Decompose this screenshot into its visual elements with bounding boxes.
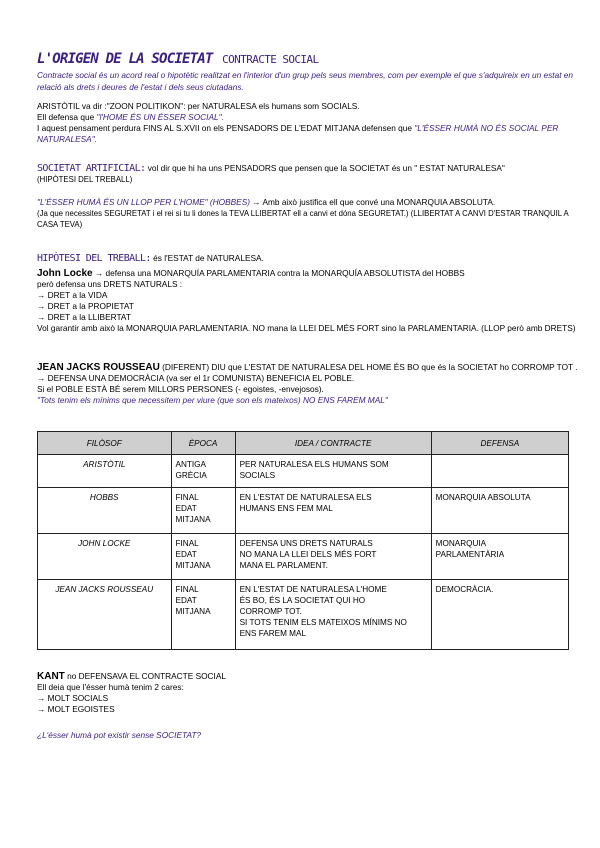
- defense-line: PARLAMENTÀRIA: [435, 550, 505, 559]
- table-row: [38, 534, 569, 580]
- epoch-line: EDAT: [175, 596, 197, 605]
- rousseau-quote: "Tots tenim els mínims que necessitem per viure (que son els mateixos) NO ENS FAREM MAL": [37, 395, 388, 405]
- epoch-line: ANTIGA: [175, 460, 206, 469]
- kant-line-1: [37, 671, 582, 682]
- kant-line-2: Ell deia que l'ésser humà tenim 2 cares:: [37, 682, 184, 692]
- rousseau-name: JEAN JACKS ROUSSEAU: [37, 362, 160, 373]
- idea-line: EN L'ESTAT DE NATURALESA ELS: [239, 493, 372, 502]
- defense-line: MONARQUIA ABSOLUTA: [435, 493, 531, 502]
- aristotil-section: [37, 101, 582, 145]
- title-sub: CONTRACTE SOCIAL: [222, 53, 319, 66]
- cell-idea: [235, 488, 431, 534]
- hobbes-rest: → Amb això justifica ell que convé una MONARQUIA ABSOLUTA.: [250, 197, 496, 207]
- defense-line: MONARQUIA: [435, 539, 487, 548]
- cell-idea: [235, 534, 431, 580]
- aristotil-line-3: [37, 123, 582, 145]
- idea-line: EN L'ESTAT DE NATURALESA L'HOME: [239, 585, 387, 594]
- epoch-line: MITJANA: [175, 607, 211, 616]
- idea-line: MANA EL PARLAMENT.: [239, 561, 328, 570]
- aristotil-line-2: [37, 112, 582, 123]
- epoch-line: EDAT: [175, 550, 197, 559]
- cell-philosopher: HOBBS: [38, 488, 172, 534]
- epoch-line: GRÈCIA: [175, 471, 207, 480]
- table-row: [38, 488, 569, 534]
- cell-philosopher: JOHN LOCKE: [38, 534, 172, 580]
- idea-line: NO MANA LA LLEI DELS MÉS FORT: [239, 550, 377, 559]
- idea-line: PER NATURALESA ELS HUMANS SOM: [239, 460, 389, 469]
- table-header-row: [38, 432, 569, 455]
- kant-section: [37, 671, 582, 715]
- locke-right-liberty: → DRET a la LLIBERTAT: [37, 312, 131, 322]
- philosophers-table: [37, 431, 569, 650]
- hipotesi-section: [37, 253, 582, 264]
- aristotil-l3-quote: "L'ÉSSER HUMÀ NO ÉS SOCIAL PER NATURALESA".: [37, 123, 559, 144]
- epoch-line: MITJANA: [175, 515, 211, 524]
- table-row: [38, 455, 569, 488]
- cell-defense: [431, 580, 568, 650]
- kant-name: KANT: [37, 671, 65, 682]
- aristotil-l2-pre: Ell defensa que: [37, 112, 97, 122]
- page-title: [37, 48, 318, 67]
- kant-face-egoist: → MOLT EGOISTES: [37, 704, 115, 714]
- idea-line: DEFENSA UNS DRETS NATURALS: [239, 539, 373, 548]
- hobbes-section: [37, 197, 582, 230]
- cell-epoch: [171, 488, 235, 534]
- cell-idea: [235, 455, 431, 488]
- locke-right-property: → DRET a la PROPIETAT: [37, 301, 134, 311]
- locke-line-2: però defensa uns DRETS NATURALS :: [37, 279, 183, 289]
- hobbes-line: [37, 197, 582, 208]
- idea-line: SI TOTS TENIM ELS MATEIXOS MÍNIMS NO: [239, 618, 407, 627]
- hipotesi-treball-note: (HIPÒTESI DEL TREBALL): [37, 175, 133, 184]
- aristotil-quote: "l'HOME ÉS UN ÉSSER SOCIAL".: [96, 112, 224, 122]
- rousseau-line-3: Si el POBLE ESTÀ BÉ serem MILLORS PERSONES (- egoistes, -envejosos).: [37, 384, 324, 394]
- cell-defense: [431, 534, 568, 580]
- title-main: L'ORIGEN DE LA SOCIETAT: [37, 51, 213, 67]
- hipotesi-heading: HIPÒTESI DEL TREBALL:: [37, 253, 151, 264]
- rousseau-section: [37, 362, 582, 406]
- defense-line: DEMOCRÀCIA.: [435, 585, 494, 594]
- cell-defense: [431, 455, 568, 488]
- rousseau-line-1: [37, 362, 582, 373]
- cell-philosopher: ARISTÒTIL: [38, 455, 172, 488]
- cell-epoch: [171, 455, 235, 488]
- intro-paragraph: Contracte social és un acord real o hipotètic realitzat en l'interior d'un grup pels seus membres, com per exemple el que s'adquireix en un estat en relació als drets i deures de l'estat i dels seus ciutadans.: [37, 70, 574, 92]
- locke-text-1: → defensa una MONARQUÍA PARLAMENTARIA contra la MONARQUÍA ABSOLUTISTA del HOBBS: [92, 268, 465, 278]
- header-idea: IDEA / CONTRACTE: [235, 432, 431, 455]
- epoch-line: FINAL: [175, 493, 199, 502]
- hipotesi-text: és l'ESTAT de NATURALESA.: [150, 253, 264, 263]
- epoch-line: EDAT: [175, 504, 197, 513]
- locke-name: John Locke: [37, 268, 93, 279]
- epoch-line: FINAL: [175, 539, 199, 548]
- header-epoch: ÈPOCA: [171, 432, 235, 455]
- locke-line-3: Vol garantir amb això la MONARQUIA PARLAMENTARIA. NO mana la LLEI DEL MÉS FORT sino la PARLAMENTARIA. (LLOP però amb DRETS): [37, 323, 576, 333]
- societat-artificial-heading: SOCIETAT ARTIFICIAL:: [37, 163, 146, 174]
- hobbes-note: (Ja que necessites SEGURETAT i el rei si tu li dones la TEVA LLIBERTAT ell a canvi et dóna SEGURETAT.) (LLIBERTAT A CANVI D'ESTAR TRANQUIL A CASA TEVA): [37, 209, 569, 229]
- aristotil-l3-pre: I aquest pensament perdura FINS AL S.XVII on els PENSADORS DE L'EDAT MITJANA defensen que: [37, 123, 415, 133]
- societat-artificial-text: vol dir que hi ha uns PENSADORS que pensen que la SOCIETAT és un " ESTAT NATURALESA": [145, 163, 505, 173]
- epoch-line: MITJANA: [175, 561, 211, 570]
- cell-defense: [431, 488, 568, 534]
- kant-text-1: no DEFENSAVA EL CONTRACTE SOCIAL: [64, 671, 226, 681]
- idea-line: HUMANS ENS FEM MAL: [239, 504, 333, 513]
- rousseau-line-2: → DEFENSA UNA DEMOCRÀCIA (va ser el 1r COMUNISTA) BENEFICIA EL POBLE.: [37, 373, 355, 383]
- locke-right-life: → DRET a la VIDA: [37, 290, 108, 300]
- idea-line: CORROMP TOT.: [239, 607, 302, 616]
- societat-artificial-section: [37, 163, 582, 185]
- societat-artificial-line: [37, 163, 582, 174]
- idea-line: ENS FAREM MAL: [239, 629, 307, 638]
- hipotesi-line: [37, 253, 582, 264]
- aristotil-line-1: ARISTÒTIL va dir :"ZOON POLITIKON": per NATURALESA els humans som SOCIALS.: [37, 101, 360, 111]
- header-defense: DEFENSA: [431, 432, 568, 455]
- cell-idea: [235, 580, 431, 650]
- rousseau-text-1: (DIFERENT) DIU que L'ESTAT DE NATURALESA DEL HOME ÉS BO que és la SOCIETAT ho CORROMP TOT .: [159, 362, 578, 372]
- locke-line-1: [37, 268, 582, 279]
- header-philosopher: FILÒSOF: [38, 432, 172, 455]
- idea-line: SOCIALS: [239, 471, 276, 480]
- kant-question: ¿L'ésser humà pot existir sense SOCIETAT?: [37, 730, 202, 740]
- hobbes-quote: "L'ÉSSER HUMÀ ÉS UN LLOP PER L'HOME" (HOBBES): [37, 197, 250, 207]
- cell-epoch: [171, 534, 235, 580]
- cell-philosopher: JEAN JACKS ROUSSEAU: [38, 580, 172, 650]
- table-body: [38, 455, 569, 650]
- kant-face-social: → MOLT SOCIALS: [37, 693, 109, 703]
- table-row: [38, 580, 569, 650]
- locke-section: [37, 268, 582, 334]
- epoch-line: FINAL: [175, 585, 199, 594]
- idea-line: ÉS BO, ÉS LA SOCIETAT QUI HO: [239, 596, 366, 605]
- cell-epoch: [171, 580, 235, 650]
